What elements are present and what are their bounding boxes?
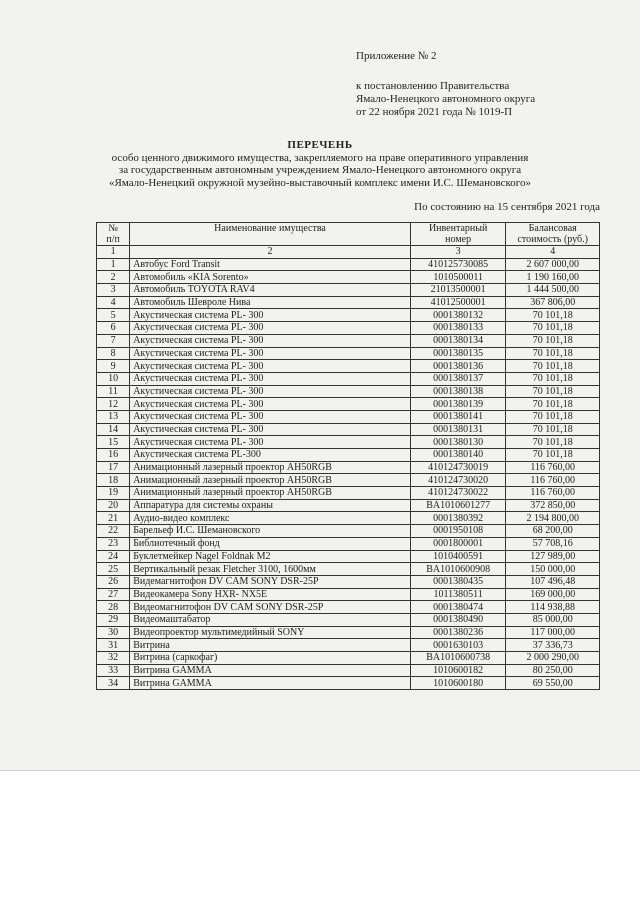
title-line: за государственным автономным учреждением Ямало-Ненецкого автономного округа xyxy=(118,164,522,176)
row-value: 70 101,18 xyxy=(506,410,600,423)
header-name: Наименование имущества xyxy=(130,223,411,246)
row-name: Вертикальный резак Fletcher 3100, 1600мм xyxy=(130,563,411,576)
row-name: Акустическая система PL- 300 xyxy=(130,309,411,322)
row-inventory: 410125730085 xyxy=(410,258,506,271)
table-row xyxy=(97,537,600,550)
row-number: 2 xyxy=(97,271,130,284)
row-number: 33 xyxy=(97,664,130,677)
index-cell: 4 xyxy=(506,246,600,259)
row-number: 31 xyxy=(97,639,130,652)
title-heading: ПЕРЕЧЕНЬ xyxy=(287,139,353,151)
table-row xyxy=(97,410,600,423)
row-name: Акустическая система PL- 300 xyxy=(130,322,411,335)
row-value: 2 000 290,00 xyxy=(506,652,600,665)
row-value: 127 989,00 xyxy=(506,550,600,563)
header-num: № п/п xyxy=(97,223,130,246)
row-value: 107 496,48 xyxy=(506,575,600,588)
row-inventory: 1011380511 xyxy=(410,588,506,601)
row-value: 372 850,00 xyxy=(506,499,600,512)
table-row xyxy=(97,525,600,538)
table-row xyxy=(97,487,600,500)
row-inventory: 0001380130 xyxy=(410,436,506,449)
row-inventory: 410124730020 xyxy=(410,474,506,487)
table-row xyxy=(97,613,600,626)
row-number: 28 xyxy=(97,601,130,614)
row-number: 21 xyxy=(97,512,130,525)
row-name: Акустическая система PL- 300 xyxy=(130,398,411,411)
row-inventory: 1010400591 xyxy=(410,550,506,563)
row-inventory: 0001380138 xyxy=(410,385,506,398)
index-cell: 2 xyxy=(130,246,411,259)
row-number: 29 xyxy=(97,613,130,626)
row-number: 18 xyxy=(97,474,130,487)
row-number: 3 xyxy=(97,284,130,297)
header-value: Балансовая стоимость (руб.) xyxy=(506,223,600,246)
row-number: 9 xyxy=(97,360,130,373)
row-number: 19 xyxy=(97,487,130,500)
row-name: Аудио-видео комплекс xyxy=(130,512,411,525)
row-value: 114 938,88 xyxy=(506,601,600,614)
row-inventory: 410124730019 xyxy=(410,461,506,474)
appendix-line: Ямало-Ненецкого автономного округа xyxy=(356,93,536,105)
row-value: 57 708,16 xyxy=(506,537,600,550)
row-name: Автомобиль «KIA Sorento» xyxy=(130,271,411,284)
row-number: 34 xyxy=(97,677,130,690)
row-number: 15 xyxy=(97,436,130,449)
row-inventory: 0001380139 xyxy=(410,398,506,411)
row-name: Акустическая система PL- 300 xyxy=(130,334,411,347)
row-inventory: BA101060127​7 xyxy=(410,499,506,512)
row-inventory: 21013500001 xyxy=(410,284,506,297)
row-name: Барельеф И.С. Шемановского xyxy=(130,525,411,538)
row-value: 80 250,00 xyxy=(506,664,600,677)
table-row xyxy=(97,398,600,411)
row-inventory: 410124730022 xyxy=(410,487,506,500)
row-inventory: 0001630103 xyxy=(410,639,506,652)
row-name: Акустическая система PL- 300 xyxy=(130,347,411,360)
row-value: 117 000,00 xyxy=(506,626,600,639)
row-inventory: BA1010600738 xyxy=(410,652,506,665)
row-number: 26 xyxy=(97,575,130,588)
table-row xyxy=(97,639,600,652)
table-row xyxy=(97,601,600,614)
row-name: Видеопроектор мультимедийный SONY xyxy=(130,626,411,639)
row-number: 20 xyxy=(97,499,130,512)
row-inventory: 1010500011 xyxy=(410,271,506,284)
row-number: 11 xyxy=(97,385,130,398)
table-row xyxy=(97,334,600,347)
row-name: Автомобиль Шевроле Нива xyxy=(130,296,411,309)
table-row xyxy=(97,461,600,474)
header-inventory: Инвентарный номер xyxy=(410,223,506,246)
table-row xyxy=(97,347,600,360)
table-row xyxy=(97,677,600,690)
table-row xyxy=(97,449,600,462)
row-name: Акустическая система PL- 300 xyxy=(130,436,411,449)
table-row xyxy=(97,499,600,512)
row-value: 69 550,00 xyxy=(506,677,600,690)
row-inventory: 0001380135 xyxy=(410,347,506,360)
row-value: 70 101,18 xyxy=(506,334,600,347)
table-row xyxy=(97,588,600,601)
row-inventory: 0001380136 xyxy=(410,360,506,373)
row-inventory: 0001380131 xyxy=(410,423,506,436)
row-value: 150 000,00 xyxy=(506,563,600,576)
row-name: Видеомагнитофон DV CAM SONY DSR-25P xyxy=(130,601,411,614)
row-inventory: 0001800001 xyxy=(410,537,506,550)
row-name: Автомобиль TOYOTA RAV4 xyxy=(130,284,411,297)
row-number: 17 xyxy=(97,461,130,474)
row-number: 32 xyxy=(97,652,130,665)
title-line: особо ценного движимого имущества, закрепляемого на праве оперативного управления xyxy=(111,151,529,164)
table-row xyxy=(97,385,600,398)
row-inventory: BA1010600908 xyxy=(410,563,506,576)
row-value: 70 101,18 xyxy=(506,360,600,373)
table-row xyxy=(97,652,600,665)
row-inventory: 1010600182 xyxy=(410,664,506,677)
row-name: Анимационный лазерный проектор AH50RGB xyxy=(130,461,411,474)
row-name: Аппаратура для системы охраны xyxy=(130,499,411,512)
row-name: Акустическая система PL- 300 xyxy=(130,385,411,398)
table-row xyxy=(97,626,600,639)
row-number: 16 xyxy=(97,449,130,462)
row-value: 116 760,00 xyxy=(506,487,600,500)
row-inventory: 0001380132 xyxy=(410,309,506,322)
row-inventory: 0001380392 xyxy=(410,512,506,525)
appendix-header xyxy=(356,50,535,119)
row-inventory: 0001380140 xyxy=(410,449,506,462)
row-value: 70 101,18 xyxy=(506,385,600,398)
table-row xyxy=(97,372,600,385)
row-number: 8 xyxy=(97,347,130,360)
row-number: 27 xyxy=(97,588,130,601)
row-name: Видеокамера Sony HXR- NX5E xyxy=(130,588,411,601)
table-row xyxy=(97,423,600,436)
row-inventory: 0001380141 xyxy=(410,410,506,423)
row-value: 37 336,73 xyxy=(506,639,600,652)
row-number: 30 xyxy=(97,626,130,639)
row-inventory: 0001380236 xyxy=(410,626,506,639)
row-inventory: 0001380133 xyxy=(410,322,506,335)
row-inventory: 0001380137 xyxy=(410,372,506,385)
row-value: 70 101,18 xyxy=(506,449,600,462)
row-value: 1 190 160,00 xyxy=(506,271,600,284)
row-number: 7 xyxy=(97,334,130,347)
table-row xyxy=(97,563,600,576)
table-index-row xyxy=(97,246,600,259)
row-name: Анимационный лазерный проектор AH50RGB xyxy=(130,474,411,487)
table-row xyxy=(97,664,600,677)
row-number: 1 xyxy=(97,258,130,271)
row-number: 12 xyxy=(97,398,130,411)
row-inventory: 0001950108 xyxy=(410,525,506,538)
row-value: 70 101,18 xyxy=(506,322,600,335)
row-name: Витрина GAMMA xyxy=(130,664,411,677)
row-number: 13 xyxy=(97,410,130,423)
row-number: 4 xyxy=(97,296,130,309)
appendix-number: Приложение № 2 xyxy=(356,50,437,62)
row-name: Видеомаштабатор xyxy=(130,613,411,626)
row-value: 70 101,18 xyxy=(506,436,600,449)
table-row xyxy=(97,284,600,297)
row-number: 22 xyxy=(97,525,130,538)
row-name: Видемагнитофон DV CAM SONY DSR-25P xyxy=(130,575,411,588)
row-inventory: 0001380474 xyxy=(410,601,506,614)
row-number: 23 xyxy=(97,537,130,550)
table-row xyxy=(97,309,600,322)
row-value: 70 101,18 xyxy=(506,398,600,411)
table-row xyxy=(97,474,600,487)
appendix-line: к постановлению Правительства xyxy=(356,80,510,92)
row-number: 6 xyxy=(97,322,130,335)
table-row xyxy=(97,296,600,309)
row-value: 169 000,00 xyxy=(506,588,600,601)
table-row xyxy=(97,271,600,284)
row-name: Акустическая система PL- 300 xyxy=(130,372,411,385)
table-row xyxy=(97,512,600,525)
row-name: Витрина GAMMA xyxy=(130,677,411,690)
row-inventory: 41012500001 xyxy=(410,296,506,309)
row-name: Витрина xyxy=(130,639,411,652)
row-value: 85 000,00 xyxy=(506,613,600,626)
row-value: 70 101,18 xyxy=(506,372,600,385)
row-number: 14 xyxy=(97,423,130,436)
row-name: Акустическая система PL- 300 xyxy=(130,410,411,423)
property-table xyxy=(96,222,600,690)
row-value: 116 760,00 xyxy=(506,461,600,474)
table-row xyxy=(97,360,600,373)
row-value: 367 806,00 xyxy=(506,296,600,309)
row-number: 5 xyxy=(97,309,130,322)
row-name: Акустическая система PL- 300 xyxy=(130,360,411,373)
index-cell: 3 xyxy=(410,246,506,259)
row-value: 70 101,18 xyxy=(506,347,600,360)
table-row xyxy=(97,575,600,588)
row-value: 116 760,00 xyxy=(506,474,600,487)
row-value: 1 444 500,00 xyxy=(506,284,600,297)
row-number: 25 xyxy=(97,563,130,576)
table-row xyxy=(97,258,600,271)
appendix-line: от 22 ноября 2021 года № 1019-П xyxy=(356,106,513,118)
row-inventory: 0001380134 xyxy=(410,334,506,347)
table-row xyxy=(97,550,600,563)
as-of-date: По состоянию на 15 сентября 2021 года xyxy=(414,201,600,213)
row-name: Витрина (саркофаг) xyxy=(130,652,411,665)
row-name: Акустическая система PL- 300 xyxy=(130,423,411,436)
row-name: Буклетмейкер Nagel Foldnak M2 xyxy=(130,550,411,563)
table-header-row xyxy=(97,223,600,246)
row-name: Анимационный лазерный проектор AH50RGB xyxy=(130,487,411,500)
row-name: Акустическая система PL-300 xyxy=(130,449,411,462)
row-name: Автобус Ford Transit xyxy=(130,258,411,271)
row-inventory: 1010600180 xyxy=(410,677,506,690)
index-cell: 1 xyxy=(97,246,130,259)
row-inventory: 0001380490 xyxy=(410,613,506,626)
table-row xyxy=(97,436,600,449)
row-number: 10 xyxy=(97,372,130,385)
row-value: 68 200,00 xyxy=(506,525,600,538)
row-value: 2 607 000,00 xyxy=(506,258,600,271)
row-inventory: 0001380435 xyxy=(410,575,506,588)
row-value: 70 101,18 xyxy=(506,309,600,322)
row-number: 24 xyxy=(97,550,130,563)
title-line: «Ямало-Ненецкий окружной музейно-выставочный комплекс имени И.С. Шемановского» xyxy=(108,176,532,189)
document-title xyxy=(0,139,640,189)
row-name: Библиотечный фонд xyxy=(130,537,411,550)
table-row xyxy=(97,322,600,335)
row-value: 2 194 800,00 xyxy=(506,512,600,525)
row-value: 70 101,18 xyxy=(506,423,600,436)
